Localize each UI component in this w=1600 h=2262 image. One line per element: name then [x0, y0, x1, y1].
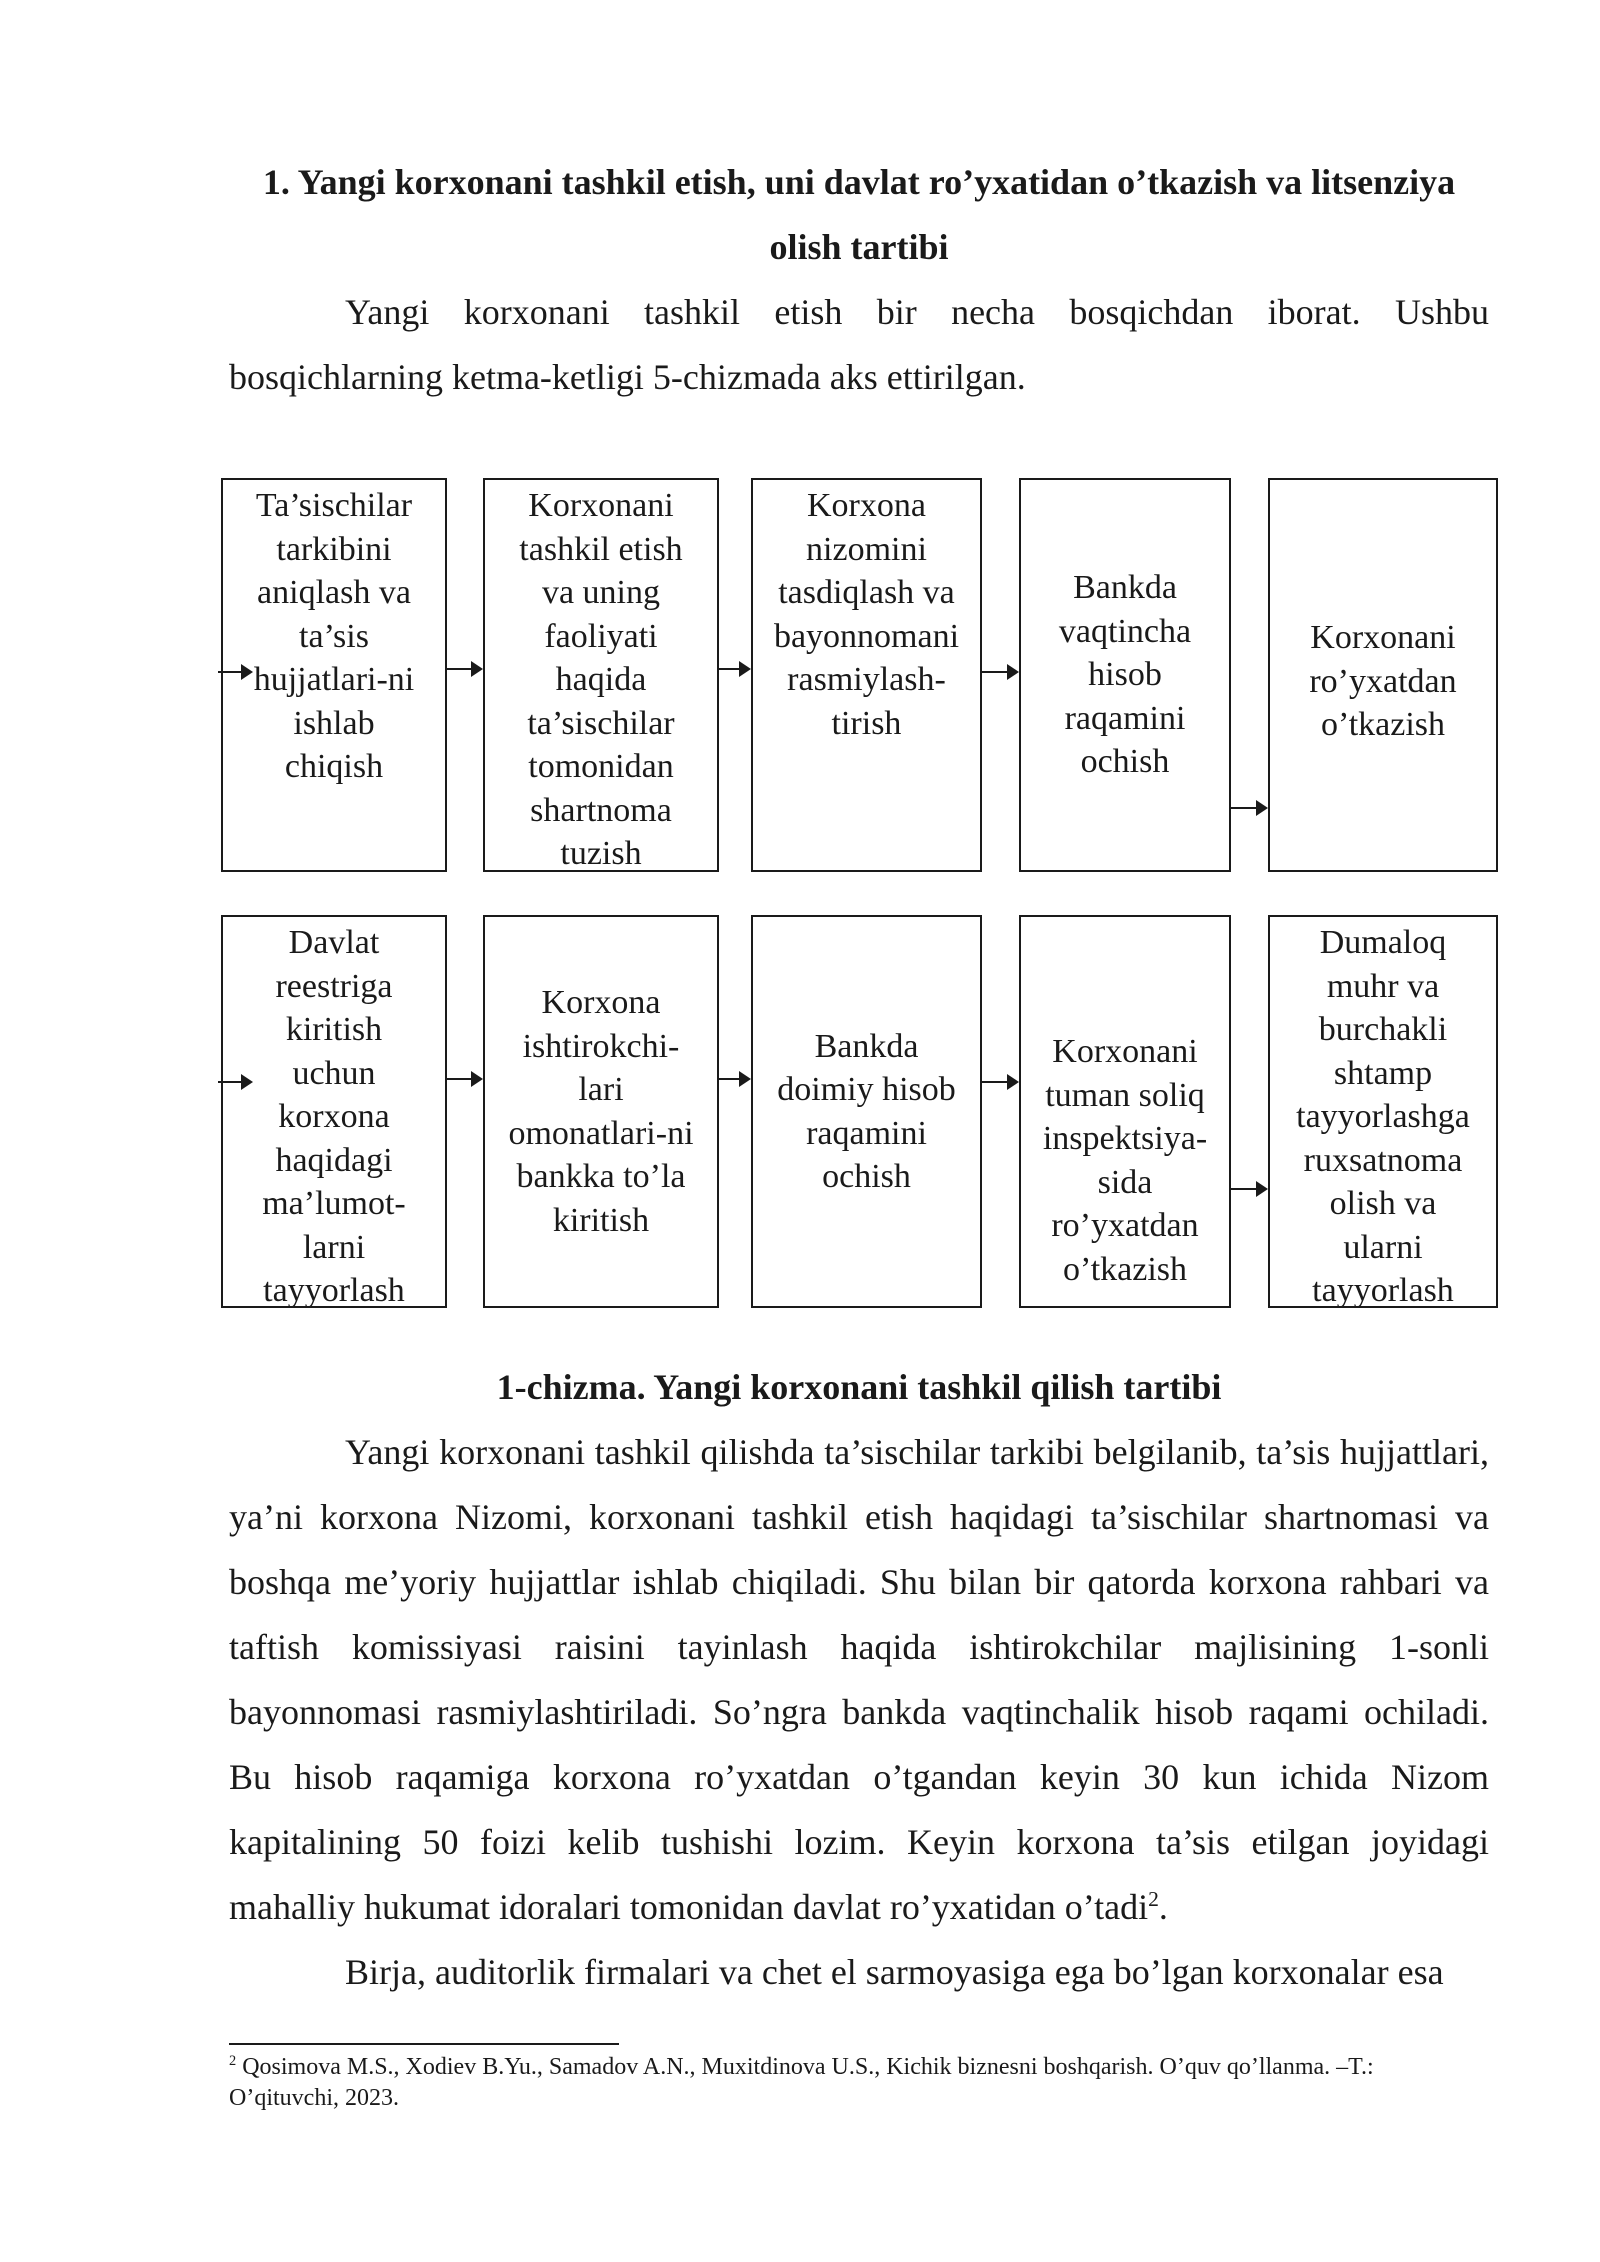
step-label-5: Korxonani ro’yxatdan o’tkazish — [1309, 619, 1457, 743]
step-box-8 — [751, 915, 982, 1308]
arrow-2-3 — [719, 668, 749, 670]
step-box-1 — [221, 478, 447, 872]
entry-arrow-row1 — [218, 671, 251, 673]
step-label-3: Korxona nizomini tasdiqlash va bayonnomani rasmiylash- tirish — [773, 487, 960, 742]
step-label-10: Dumaloq muhr va burchakli shtamp tayyorlashga ruxsatnoma olish va ularni tayyorlash — [1296, 924, 1470, 1309]
arrow-3-4 — [982, 671, 1017, 673]
step-label-8: Bankda doimiy hisob raqamini ochish — [777, 1027, 956, 1195]
body-paragraph-1-text: Yangi korxonani tashkil qilishda ta’sischilar tarkibi belgilanib, ta’sis hujjattlari, ya’ni korxona Nizomi, korxonani tashkil etish haqidagi ta’sischilar shartnomasi va boshqa me’yoriy hujjattlar ishlab chiqiladi. Shu bilan bir qatorda korxona rahbari va taftish komissiyasi raisini tayinlash haqida ishtirokchilar majlisining 1-sonli bayonnomasi rasmiylashtiriladi. So’ngra bankda vaqtinchalik hisob raqami ochiladi. Bu hisob raqamiga korxona ro’yxatdan o’tgandan keyin 30 kun ichida Nizom kapitalining 50 foizi kelib tushishi lozim. Keyin korxona ta’sis etilgan joyidagi mahalliy hukumat idoralari tomonidan davlat ro’yxatidan o’tadi — [229, 1432, 1489, 1927]
diagram-caption: 1-chizma. Yangi korxonani tashkil qilish tartibi — [496, 1367, 1222, 1407]
arrow-6-7 — [447, 1078, 481, 1080]
step-box-9 — [1019, 915, 1231, 1308]
step-label-2: Korxonani tashkil etish va uning faoliyati haqida ta’sischilar tomonidan shartnoma tuzish — [519, 487, 683, 872]
body-paragraph-2: Birja, auditorlik firmalari va chet el sarmoyasiga ega bo’lgan korxonalar esa — [345, 1952, 1444, 1992]
body-paragraph-1-end: . — [1158, 1887, 1168, 1927]
step-box-3 — [751, 478, 982, 872]
step-label-4: Bankda vaqtincha hisob raqamini ochish — [1058, 569, 1192, 781]
step-box-4 — [1019, 478, 1231, 872]
step-box-10 — [1268, 915, 1498, 1308]
footnote — [229, 2052, 1489, 2114]
arrow-1-2 — [447, 668, 481, 670]
step-label-6: Davlat reestriga kiritish uchun korxona haqidagi ma’lumot- larni tayyorlash — [262, 924, 406, 1309]
footnote-text: Qosimova M.S., Xodiev B.Yu., Samadov A.N., Muxitdinova U.S., Kichik biznesni boshqarish. O’quv qo’llanma. –T.: O’qituvchi, 2023. — [229, 2054, 1374, 2111]
arrow-9-10 — [1231, 1188, 1266, 1190]
step-box-5 — [1268, 478, 1498, 872]
step-box-2 — [483, 478, 719, 872]
footnote-separator — [229, 2043, 619, 2045]
entry-arrow-row2 — [218, 1081, 251, 1083]
step-box-7 — [483, 915, 719, 1308]
arrow-4-5 — [1231, 807, 1266, 809]
step-label-9: Korxonani tuman soliq inspektsiya- sida ro’yxatdan o’tkazish — [1042, 1033, 1208, 1288]
step-box-6 — [221, 915, 447, 1308]
footnote-number: 2 — [229, 2053, 237, 2069]
step-label-7: Korxona ishtirokchi- lari omonatlari-ni bankka to’la kiritish — [508, 984, 694, 1239]
step-label-1: Ta’sischilar tarkibini aniqlash va ta’sis hujjatlari-ni ishlab chiqish — [253, 487, 415, 785]
body-paragraph-1 — [229, 1420, 1489, 1940]
section-title: 1. Yangi korxonani tashkil etish, uni davlat ro’yxatidan o’tkazish va litsenziya olish tartibi — [262, 162, 1456, 267]
arrow-7-8 — [719, 1078, 749, 1080]
arrow-8-9 — [982, 1081, 1017, 1083]
footnote-reference[interactable]: 2 — [1148, 1887, 1159, 1911]
intro-paragraph: Yangi korxonani tashkil etish bir necha bosqichdan iborat. Ushbu bosqichlarning ketma-ketligi 5-chizmada aks ettirilgan. — [229, 292, 1489, 397]
